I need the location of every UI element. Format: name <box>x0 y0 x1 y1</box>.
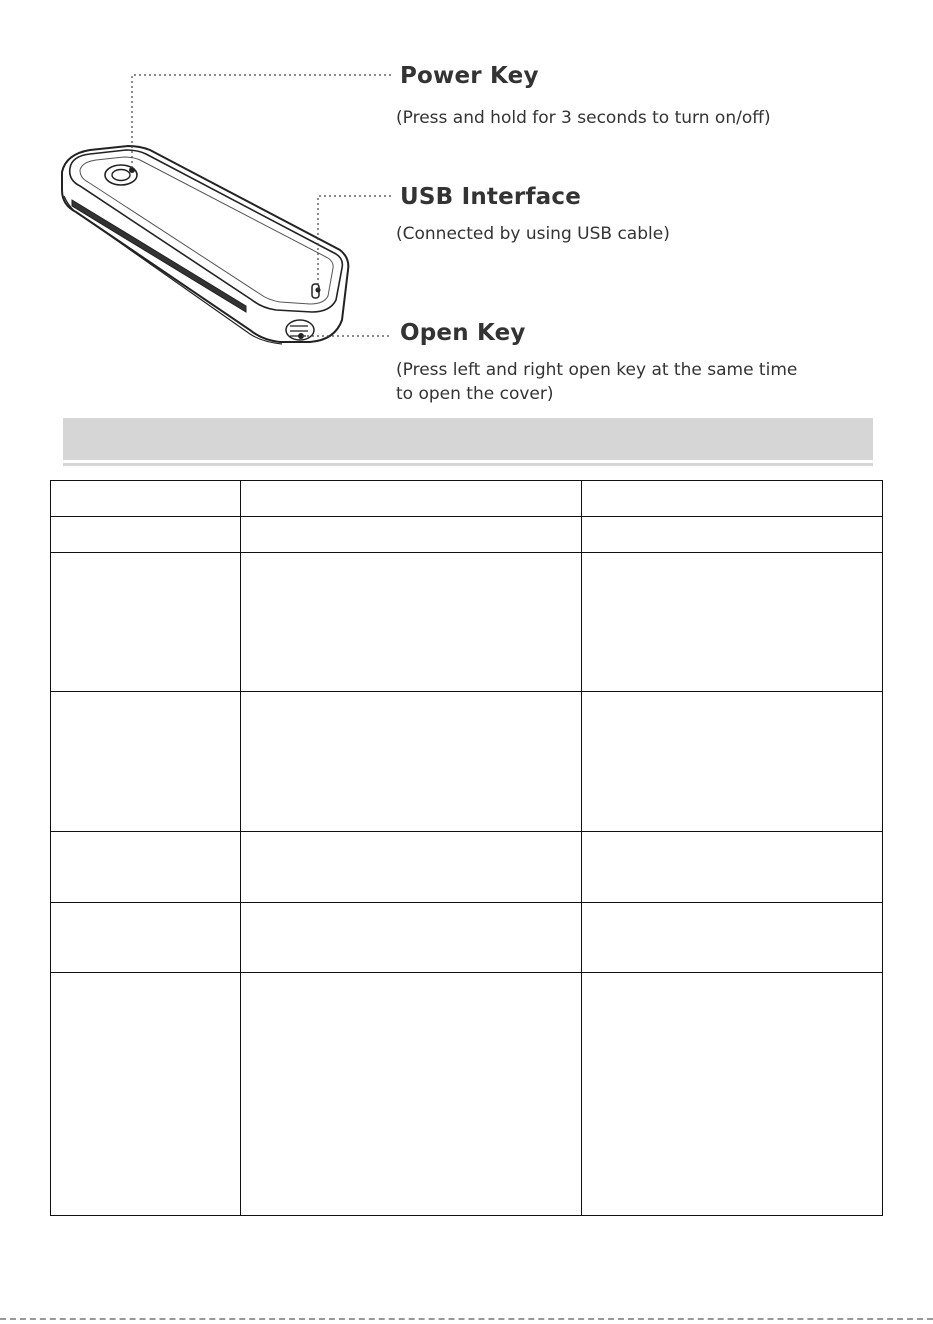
table-row <box>51 903 883 973</box>
table-cell <box>51 832 241 903</box>
table-cell <box>241 553 582 692</box>
table-cell <box>241 973 582 1216</box>
table-cell <box>582 692 883 832</box>
table-cell <box>51 692 241 832</box>
table-row <box>51 517 883 553</box>
table-cell <box>51 517 241 553</box>
table-cell <box>582 832 883 903</box>
table-row <box>51 973 883 1216</box>
power-key-title: Power Key <box>400 63 539 89</box>
section-banner <box>63 418 873 460</box>
table-cell <box>51 973 241 1216</box>
usb-interface-description: (Connected by using USB cable) <box>396 224 670 244</box>
table-row <box>51 481 883 517</box>
open-key-title: Open Key <box>400 320 526 346</box>
table-cell <box>241 517 582 553</box>
open-key-icon <box>286 320 314 340</box>
table-cell <box>241 692 582 832</box>
usb-interface-title: USB Interface <box>400 184 582 210</box>
power-key-description: (Press and hold for 3 seconds to turn on/off) <box>396 108 771 128</box>
table-cell <box>582 517 883 553</box>
usb-port-icon <box>312 284 321 298</box>
table-cell <box>51 553 241 692</box>
table-cell <box>582 903 883 973</box>
open-key-description: (Press left and right open key at the same time to open the cover) <box>396 360 798 404</box>
spec-table <box>50 480 883 1216</box>
page-bottom-dashed-line <box>0 1318 933 1320</box>
table-cell <box>582 481 883 517</box>
table-cell <box>241 481 582 517</box>
table-row <box>51 832 883 903</box>
table-cell <box>51 903 241 973</box>
section-divider <box>63 463 873 466</box>
table-cell <box>241 832 582 903</box>
table-cell <box>51 481 241 517</box>
table-cell <box>241 903 582 973</box>
table-cell <box>582 973 883 1216</box>
table-cell <box>582 553 883 692</box>
table-row <box>51 692 883 832</box>
table-row <box>51 553 883 692</box>
